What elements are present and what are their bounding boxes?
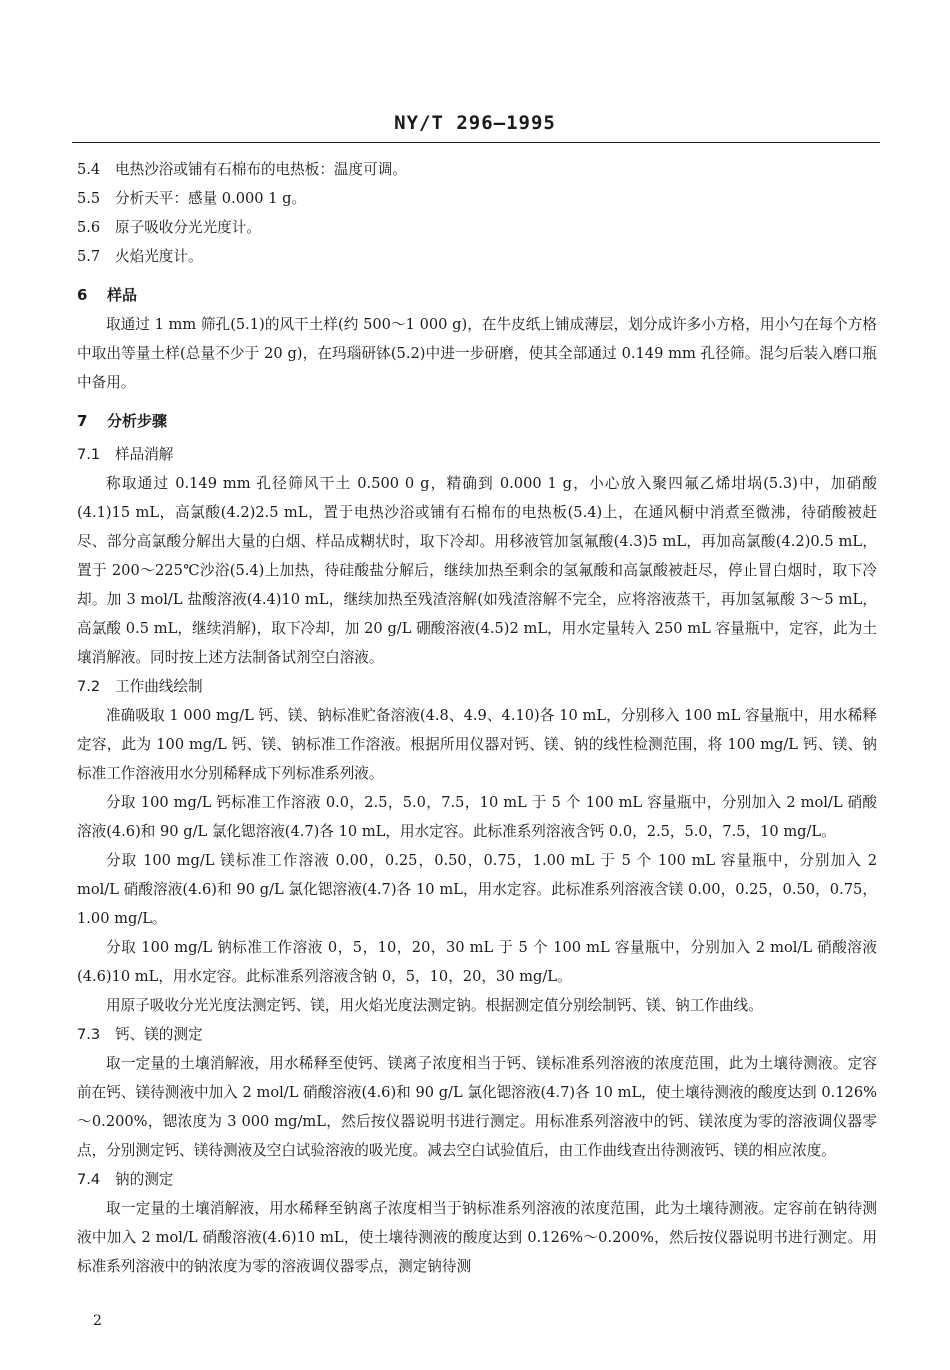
section-7-3-paragraph: 取一定量的土壤消解液，用水稀释至使钙、镁离子浓度相当于钙、镁标准系列溶液的浓度范围，此为土壤待测液。定容前在钙、镁待测液中加入 2 mol/L 硝酸溶液(4.6)和 90 g/L 氯化锶溶液(4.7)各 10 mL，使土壤待测液的酸度达到 0.126%～0.200%，锶浓度为 3 000 mg/mL，然后按仪器说明书进行测定。用标准系列溶液中的钙、镁浓度为零的溶液调仪器零点，分别测定钙、镁待测液及空白试验溶液的吸光度。减去空白试验值后，由工作曲线查出待测液钙、镁的相应浓度。 bbox=[77, 1055, 877, 1159]
page-content bbox=[77, 155, 877, 1281]
page-number: 2 bbox=[93, 1313, 102, 1329]
section-7-4-heading: 7.4 钠的测定 bbox=[77, 1171, 174, 1188]
standard-number-header: NY/T 296—1995 bbox=[394, 112, 556, 134]
section-7-3-heading: 7.3 钙、镁的测定 bbox=[77, 1026, 203, 1043]
section-7-2-paragraph: 用原子吸收分光光度法测定钙、镁，用火焰光度法测定钠。根据测定值分别绘制钙、镁、钠工作曲线。 bbox=[106, 997, 763, 1014]
section-6-paragraph: 取通过 1 mm 筛孔(5.1)的风干土样(约 500～1 000 g)，在牛皮纸上铺成薄层，划分成许多小方格，用小勺在每个方格中取出等量土样(总量不少于 20 g)，在玛瑙研钵(5.2)中进一步研磨，使其全部通过 0.149 mm 孔径筛。混匀后装入磨口瓶中备用。 bbox=[77, 316, 877, 391]
section-7-2-paragraph: 分取 100 mg/L 镁标准工作溶液 0.00，0.25，0.50，0.75，1.00 mL 于 5 个 100 mL 容量瓶中，分别加入 2 mol/L 硝酸溶液(4.6)和 90 g/L 氯化锶溶液(4.7)各 10 mL，用水定容。此标准系列溶液含镁 0.00，0.25，0.50，0.75，1.00 mg/L。 bbox=[77, 852, 877, 927]
section-7-2-heading: 7.2 工作曲线绘制 bbox=[77, 678, 203, 695]
section-7-2-paragraph: 分取 100 mg/L 钠标准工作溶液 0，5，10，20，30 mL 于 5 个 100 mL 容量瓶中，分别加入 2 mol/L 硝酸溶液(4.6)10 mL，用水定容。此标准系列溶液含钠 0，5，10，20，30 mg/L。 bbox=[77, 939, 877, 985]
section-6-heading: 6 样品 bbox=[77, 286, 138, 304]
equipment-item: 5.6 原子吸收分光光度计。 bbox=[77, 219, 261, 236]
section-7-2-paragraph: 准确吸取 1 000 mg/L 钙、镁、钠标准贮备溶液(4.8、4.9、4.10)各 10 mL，分别移入 100 mL 容量瓶中，用水稀释定容，此为 100 mg/L 钙、镁、钠标准工作溶液。根据所用仪器对钙、镁、钠的线性检测范围，将 100 mg/L 钙、镁、钠标准工作溶液用水分别稀释成下列标准系列液。 bbox=[77, 707, 877, 782]
section-7-2-paragraph: 分取 100 mg/L 钙标准工作溶液 0.0，2.5，5.0，7.5，10 mL 于 5 个 100 mL 容量瓶中，分别加入 2 mol/L 硝酸溶液(4.6)和 90 g/L 氯化锶溶液(4.7)各 10 mL，用水定容。此标准系列溶液含钙 0.0，2.5，5.0，7.5，10 mg/L。 bbox=[77, 794, 877, 840]
section-7-1-heading: 7.1 样品消解 bbox=[77, 446, 174, 463]
section-7-1-paragraph: 称取通过 0.149 mm 孔径筛风干土 0.500 0 g，精确到 0.000 1 g，小心放入聚四氟乙烯坩埚(5.3)中，加硝酸(4.1)15 mL，高氯酸(4.2)2.5 mL，置于电热沙浴或铺有石棉布的电热板(5.4)上，在通风橱中消煮至微沸，待硝酸被赶尽、部分高氯酸分解出大量的白烟、样品成糊状时，取下冷却。用移液管加氢氟酸(4.3)5 mL，再加高氯酸(4.2)0.5 mL，置于 200～225℃沙浴(5.4)上加热，待硅酸盐分解后，继续加热至剩余的氢氟酸和高氯酸被赶尽，停止冒白烟时，取下冷却。加 3 mol/L 盐酸溶液(4.4)10 mL，继续加热至残渣溶解(如残渣溶解不完全，应将溶液蒸干，再加氢氟酸 3～5 mL，高氯酸 0.5 mL，继续消解)，取下冷却，加 20 g/L 硼酸溶液(4.5)2 mL，用水定量转入 250 mL 容量瓶中，定容，此为土壤消解液。同时按上述方法制备试剂空白溶液。 bbox=[77, 475, 877, 666]
section-7-4-paragraph: 取一定量的土壤消解液，用水稀释至钠离子浓度相当于钠标准系列溶液的浓度范围，此为土壤待测液。定容前在钠待测液中加入 2 mol/L 硝酸溶液(4.6)10 mL，使土壤待测液的酸度达到 0.126%～0.200%，然后按仪器说明书进行测定。用标准系列溶液中的钠浓度为零的溶液调仪器零点，测定钠待测 bbox=[77, 1200, 877, 1275]
header-rule bbox=[72, 142, 880, 143]
equipment-item: 5.7 火焰光度计。 bbox=[77, 248, 203, 265]
section-7-heading: 7 分析步骤 bbox=[77, 412, 168, 430]
equipment-item: 5.5 分析天平：感量 0.000 1 g。 bbox=[77, 190, 307, 207]
equipment-list bbox=[77, 155, 877, 271]
equipment-item: 5.4 电热沙浴或铺有石棉布的电热板：温度可调。 bbox=[77, 161, 407, 178]
